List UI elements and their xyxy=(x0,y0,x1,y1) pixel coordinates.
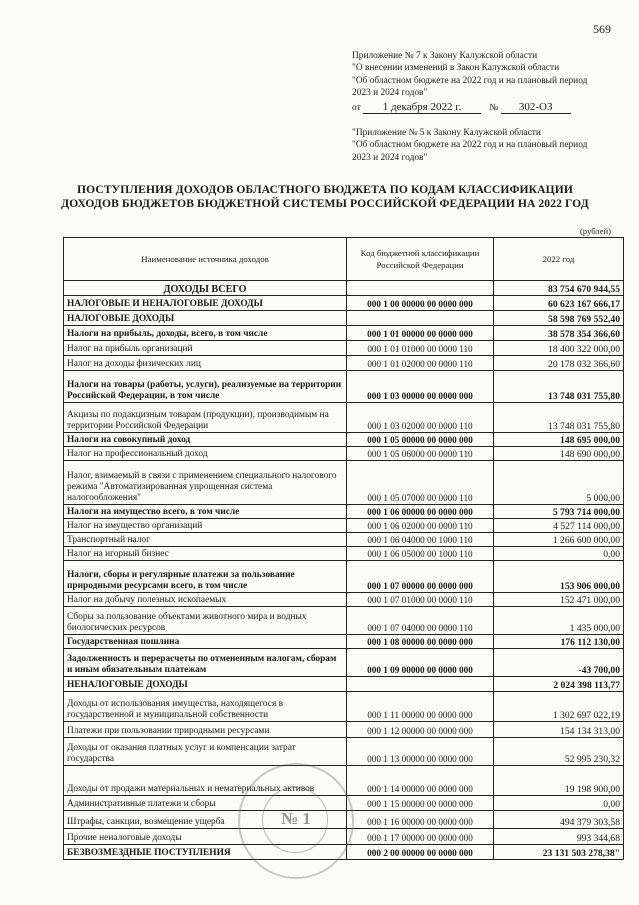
row-code: 000 1 15 00000 00 0000 000 xyxy=(347,796,494,811)
table-row xyxy=(64,371,624,403)
row-amount: 5 793 714 000,00 xyxy=(494,505,624,519)
row-code: 000 1 11 00000 00 0000 000 xyxy=(347,692,494,722)
row-name: Доходы от использования имущества, находящегося в государственной и муниципальной собственности xyxy=(64,692,347,722)
table-row xyxy=(64,433,624,447)
law-date: 1 декабря 2022 г. xyxy=(363,101,481,114)
row-name: Задолженность и перерасчеты по отмененным налогам, сборам и иным обязательным платежам xyxy=(64,649,347,677)
table-row xyxy=(64,505,624,519)
from-label: от xyxy=(352,102,361,113)
row-amount: 58 598 769 552,40 xyxy=(494,311,624,326)
row-name: Государственная пошлина xyxy=(64,635,347,649)
row-name: Налоги на имущество всего, в том числе xyxy=(64,505,347,519)
row-amount: -43 700,00 xyxy=(494,649,624,677)
row-name: НАЛОГОВЫЕ И НЕНАЛОГОВЫЕ ДОХОДЫ xyxy=(64,296,347,311)
table-row xyxy=(64,296,624,311)
row-code: 000 1 07 04000 00 0000 110 xyxy=(347,607,494,635)
table-row xyxy=(64,461,624,505)
page-number: 569 xyxy=(593,22,611,36)
row-name: Налог, взимаемый в связи с применением специального налогового режима "Автоматизированная упрощенная система налогообложения" xyxy=(64,461,347,505)
row-name: Налог на доходы физических лиц xyxy=(64,356,347,371)
row-amount: 993 344,68 xyxy=(494,829,624,845)
row-amount: 4 527 114 000,00 xyxy=(494,519,624,533)
row-name: Административные платежи и сборы xyxy=(64,796,347,811)
table-row xyxy=(64,649,624,677)
row-name: Доходы от оказания платных услуг и компенсации затрат государства xyxy=(64,738,347,766)
reference-line: 2023 и 2024 годов" xyxy=(352,152,428,163)
row-amount: 153 906 000,00 xyxy=(494,561,624,593)
table-row xyxy=(64,738,624,766)
seal-number: № 1 xyxy=(281,809,311,828)
row-amount: 23 131 503 278,38" xyxy=(494,845,624,860)
row-name: Налог на прибыль организаций xyxy=(64,341,347,356)
table-row xyxy=(64,766,624,796)
row-amount: 148 690 000,00 xyxy=(494,447,624,461)
row-code xyxy=(347,281,494,296)
row-amount: 1 266 600 000,00 xyxy=(494,533,624,547)
table-row xyxy=(64,593,624,607)
row-name: Налоги на прибыль, доходы, всего, в том числе xyxy=(64,326,347,341)
title-line-2: ДОХОДОВ БЮДЖЕТОВ БЮДЖЕТНОЙ СИСТЕМЫ РОССИЙСКОЙ ФЕДЕРАЦИИ НА 2022 ГОД xyxy=(61,197,589,210)
row-name: Налог на имущество организаций xyxy=(64,519,347,533)
row-name: Прочие неналоговые доходы xyxy=(64,829,347,845)
row-code: 000 1 06 00000 00 0000 000 xyxy=(347,505,494,519)
row-amount: 148 695 000,00 xyxy=(494,433,624,447)
document-title xyxy=(40,183,610,211)
table-header-row xyxy=(64,238,624,281)
unit-label: (рублей) xyxy=(580,226,611,236)
row-amount: 13 748 031 755,80 xyxy=(494,371,624,403)
row-code: 000 1 05 06000 00 0000 110 xyxy=(347,447,494,461)
row-code: 000 1 07 01000 00 0000 110 xyxy=(347,593,494,607)
row-name: ДОХОДЫ ВСЕГО xyxy=(64,281,347,296)
row-name: Налог на профессиональный доход xyxy=(64,447,347,461)
law-date-number xyxy=(352,101,622,114)
reference-line: "Приложение № 5 к Закону Калужской области xyxy=(352,128,541,138)
table-row xyxy=(64,356,624,371)
row-amount: 152 471 000,00 xyxy=(494,593,624,607)
appendix-header xyxy=(352,50,622,114)
row-code: 000 1 05 07000 00 0000 110 xyxy=(347,461,494,505)
row-code: 000 1 08 00000 00 0000 000 xyxy=(347,635,494,649)
table-row xyxy=(64,403,624,433)
title-line-1: ПОСТУПЛЕНИЯ ДОХОДОВ ОБЛАСТНОГО БЮДЖЕТА ПО КОДАМ КЛАССИФИКАЦИИ xyxy=(76,183,574,196)
row-amount: 1 302 697 022,19 xyxy=(494,692,624,722)
row-code: 000 2 00 00000 00 0000 000 xyxy=(347,845,494,860)
row-amount: 83 754 670 944,55 xyxy=(494,281,624,296)
row-amount: 176 112 130,00 xyxy=(494,635,624,649)
row-code: 000 1 07 00000 00 0000 000 xyxy=(347,561,494,593)
row-amount: 2 024 398 113,77 xyxy=(494,677,624,692)
row-code: 000 1 16 00000 00 0000 000 xyxy=(347,811,494,829)
row-name: Сборы за пользование объектами животного мира и водных биологических ресурсов xyxy=(64,607,347,635)
revenue-table xyxy=(63,237,624,860)
row-code: 000 1 01 01000 00 0000 110 xyxy=(347,341,494,356)
reference-line: "Об областном бюджете на 2022 год и на плановый период xyxy=(352,140,588,151)
row-amount: 38 578 354 366,60 xyxy=(494,326,624,341)
table-row xyxy=(64,519,624,533)
appendix-line: 2023 и 2024 годов" xyxy=(352,88,428,99)
header-code: Код бюджетной классификации Российской Федерации xyxy=(347,238,494,281)
row-name: Акцизы по подакцизным товарам (продукции), производимым на территории Российской Федерации xyxy=(64,403,347,433)
table-row xyxy=(64,845,624,860)
row-amount: 60 623 167 666,17 xyxy=(494,296,624,311)
table-row xyxy=(64,341,624,356)
table-row xyxy=(64,533,624,547)
header-name: Наименование источника доходов xyxy=(64,238,347,281)
row-amount: 5 000,00 xyxy=(494,461,624,505)
row-amount: 52 995 230,32 xyxy=(494,738,624,766)
table-row xyxy=(64,829,624,845)
row-name: Штрафы, санкции, возмещение ущерба xyxy=(64,811,347,829)
row-amount: 1 435 000,00 xyxy=(494,607,624,635)
row-code: 000 1 01 02000 00 0000 110 xyxy=(347,356,494,371)
row-amount: 13 748 031 755,80 xyxy=(494,403,624,433)
row-name: БЕЗВОЗМЕЗДНЫЕ ПОСТУПЛЕНИЯ xyxy=(64,845,347,860)
row-code: 000 1 17 00000 00 0000 000 xyxy=(347,829,494,845)
row-code xyxy=(347,311,494,326)
table-row xyxy=(64,635,624,649)
table-row xyxy=(64,547,624,561)
table-row xyxy=(64,811,624,829)
row-code: 000 1 09 00000 00 0000 000 xyxy=(347,649,494,677)
table-row xyxy=(64,692,624,722)
row-name: Налоги на товары (работы, услуги), реализуемые на территории Российской Федерации, в том числе xyxy=(64,371,347,403)
law-number: 302-ОЗ xyxy=(501,101,571,114)
row-code: 000 1 05 00000 00 0000 000 xyxy=(347,433,494,447)
row-code: 000 1 01 00000 00 0000 000 xyxy=(347,326,494,341)
row-code: 000 1 03 00000 00 0000 000 xyxy=(347,371,494,403)
header-year: 2022 год xyxy=(494,238,624,281)
row-code: 000 1 12 00000 00 0000 000 xyxy=(347,722,494,738)
row-name: Налог на игорный бизнес xyxy=(64,547,347,561)
table-row xyxy=(64,722,624,738)
row-name: Доходы от продажи материальных и нематериальных активов xyxy=(64,766,347,796)
row-name: НЕНАЛОГОВЫЕ ДОХОДЫ xyxy=(64,677,347,692)
row-code: 000 1 00 00000 00 0000 000 xyxy=(347,296,494,311)
appendix-reference xyxy=(352,127,622,164)
appendix-line: "О внесении изменений в Закон Калужской области xyxy=(352,63,560,74)
row-name: НАЛОГОВЫЕ ДОХОДЫ xyxy=(64,311,347,326)
number-label: № xyxy=(489,102,499,113)
table-row xyxy=(64,561,624,593)
row-amount: 0,00 xyxy=(494,547,624,561)
row-code: 000 1 13 00000 00 0000 000 xyxy=(347,738,494,766)
table-row xyxy=(64,796,624,811)
row-amount: 154 134 313,00 xyxy=(494,722,624,738)
row-name: Налог на добычу полезных ископаемых xyxy=(64,593,347,607)
table-row xyxy=(64,607,624,635)
row-code: 000 1 06 05000 00 1000 110 xyxy=(347,547,494,561)
row-code: 000 1 06 04000 00 1000 110 xyxy=(347,533,494,547)
table-row xyxy=(64,311,624,326)
appendix-line: "Об областном бюджете на 2022 год и на плановый период xyxy=(352,75,588,86)
row-amount: 20 178 032 366,60 xyxy=(494,356,624,371)
table-row xyxy=(64,281,624,296)
appendix-line: Приложение № 7 к Закону Калужской области xyxy=(352,51,538,61)
row-name: Платежи при пользовании природными ресурсами xyxy=(64,722,347,738)
row-code: 000 1 06 02000 00 0000 110 xyxy=(347,519,494,533)
row-code: 000 1 14 00000 00 0000 000 xyxy=(347,766,494,796)
row-name: Транспортный налог xyxy=(64,533,347,547)
row-amount: 0,00 xyxy=(494,796,624,811)
row-name: Налоги, сборы и регулярные платежи за пользование природными ресурсами всего, в том числе xyxy=(64,561,347,593)
row-amount: 494 379 303,58 xyxy=(494,811,624,829)
table-row xyxy=(64,447,624,461)
table-row xyxy=(64,677,624,692)
row-code: 000 1 03 02000 00 0000 110 xyxy=(347,403,494,433)
row-amount: 19 198 900,00 xyxy=(494,766,624,796)
row-amount: 18 400 322 000,00 xyxy=(494,341,624,356)
row-code xyxy=(347,677,494,692)
row-name: Налоги на совокупный доход xyxy=(64,433,347,447)
table-row xyxy=(64,326,624,341)
